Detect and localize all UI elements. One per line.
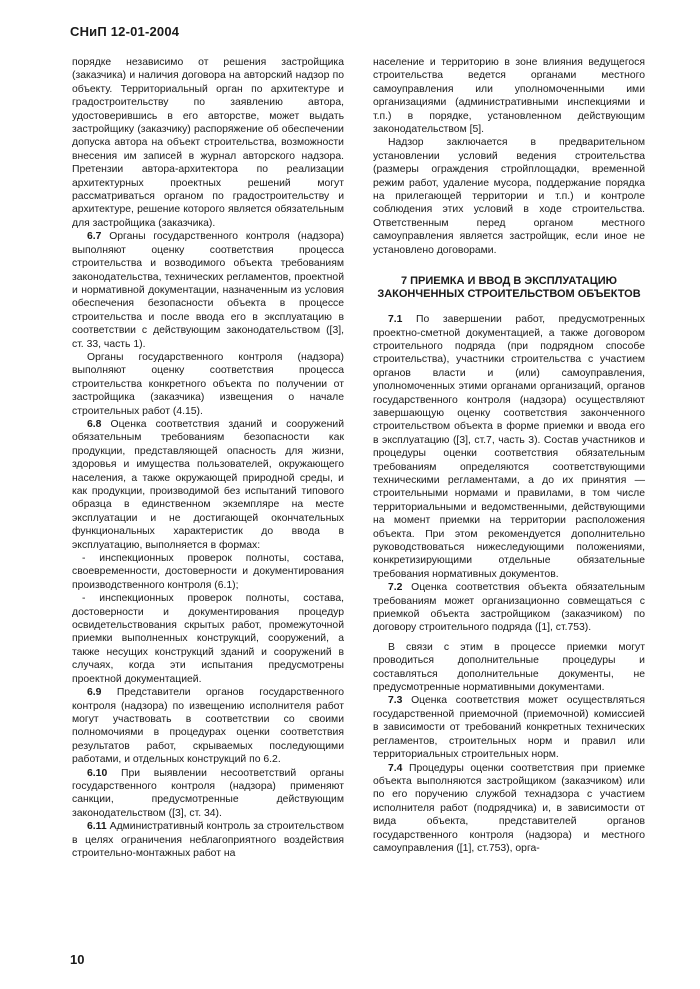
paragraph: Органы государственного контроля (надзора) выполняют оценку соответствия процесса строительства конкретного объекта по получении от застройщика (заказчика) извещения о начале строительных работ (4.15). xyxy=(72,351,344,417)
clause-number: 7.3 xyxy=(388,695,403,707)
paragraph: порядке независимо от решения застройщика (заказчика) и наличия договора на авторский надзор по объекту. Территориальный орган по архитектуре и градостроительству по заявлению автора, удостоверившись в его авторстве, может выдать застройщику (заказчику) распоряжение об обеспечении допуска автора на объект строительства, возможности внесения им записей в журнал авторского надзора. Претензии автора-архитектора по реализации архитектурных проектных решений могут рассматриваться органом по градостроительству и архитектуре, решение которого является обязательным для застройщика (заказчика). xyxy=(72,57,344,229)
paragraph-7-1 xyxy=(373,313,645,581)
clause-number: 6.7 xyxy=(87,231,102,243)
paragraph-text: Оценка соответствия может осуществляться государственной приемочной (приемочной) комиссией в зависимости от требований конкретных технических регламентов, строительных норм и правил или территориальных строительных норм. xyxy=(373,695,645,761)
paragraph-text: Представители органов государственного контроля (надзора) по извещению исполнителя работ могут участвовать в соответствии со своими полномочиями в процедурах оценки соответствия результатов работ, скрываемых последующими работами, и отдельных конструкций по 6.2. xyxy=(72,687,344,766)
page-number: 10 xyxy=(70,952,85,967)
paragraph: Надзор заключается в предварительном установлении условий ведения строительства (размеры ограждения стройплощадки, временной режим работ, удаление мусора, поддержание порядка на прилегающей территории и т.п.) и контроле соблюдения этих условий в ходе строительства. Ответственным перед органом местного самоуправления является застройщик, если иное не установлено договорами. xyxy=(373,137,645,256)
paragraph-text: При выявлении несоответствий органы государственного контроля (надзора) применяют санкции, предусмотренные действующим законодательством ([3], ст. 34). xyxy=(72,767,344,819)
list-item: - инспекционных проверок полноты, состава, достоверности и документирования процедур освидетельствования скрытых работ, промежуточной приемки выполненных конструкций, сооружений, а также несущих конструкций зданий и сооружений в случаях, когда эти испытания предусмотрены проектной документацией. xyxy=(72,593,344,685)
paragraph-6-8 xyxy=(72,418,344,552)
paragraph-7-4 xyxy=(373,762,645,856)
paragraph: население и территорию в зоне влияния ведущегося строительства ведется органами местного самоуправления или уполномоченными ими организациями (административными инспекциями и т.п.) в порядке, установленном действующим законодательством [5]. xyxy=(373,57,645,136)
clause-number: 6.9 xyxy=(87,687,102,699)
clause-number: 7.2 xyxy=(388,582,403,594)
paragraph-text: Оценка соответствия объекта обязательным требованиям может организационно совмещаться с приемкой объекта застройщиком (заказчиком) по договору строительного подряда ([1], ст.753). xyxy=(373,582,645,634)
paragraph-text: Процедуры оценки соответствия при приемке объекта выполняются застройщиком (заказчиком) или по его поручению службой технадзора с участием исполнителя работ (подрядчика) и, в зависимости от вида объекта, представителей органов государственного контроля (надзора) и местного самоуправления ([1], ст.753), орга- xyxy=(373,762,645,854)
clause-number: 6.11 xyxy=(87,821,107,833)
section-heading: 7 ПРИЕМКА И ВВОД В ЭКСПЛУАТАЦИЮ ЗАКОНЧЕННЫХ СТРОИТЕЛЬСТВОМ ОБЪЕКТОВ xyxy=(377,275,641,301)
paragraph: В связи с этим в процессе приемки могут проводиться дополнительные процедуры и составляться дополнительные документы, не предусмотренные нормативными документами. xyxy=(373,641,645,694)
paragraph-text: Административный контроль за строительством в целях ограничения неблагоприятного воздействия строительно-монтажных работ на xyxy=(72,821,344,859)
right-column xyxy=(373,56,645,855)
paragraph-7-3 xyxy=(373,694,645,761)
paragraph-6-9 xyxy=(72,686,344,766)
paragraph-text: Органы государственного контроля (надзора) выполняют оценку соответствия процесса строительства и возводимого объекта требованиям законодательства, технических регламентов, проектной и нормативной документации, назначенным из условия обеспечения безопасности объекта в процессе строительства и после ввода его в эксплуатацию в соответствии с действующим законодательством ([3], ст. 33, часть 1). xyxy=(72,231,344,350)
paragraph-7-2 xyxy=(373,581,645,635)
left-column xyxy=(72,56,344,860)
paragraph-6-11 xyxy=(72,820,344,860)
paragraph-6-7 xyxy=(72,230,344,351)
clause-number: 7.1 xyxy=(388,314,403,326)
clause-number: 6.10 xyxy=(87,767,108,779)
clause-number: 6.8 xyxy=(87,418,102,430)
paragraph-text: По завершении работ, предусмотренных проектно-сметной документацией, а также договором строительного подряда (при подрядном способе строительства), участники строительства с участием органов власти и (или) самоуправления, уполномоченных этими органами организаций, органов государственного контроля (надзора) осуществляют завершающую оценку соответствия законченного строительством объекта в форме приемки и ввода его в эксплуатацию ([3], ст.7, часть 3). Состав участников и процедуры оценки соответствия обязательным требованиям определяются соответствующими техническими регламентами, а до их принятия — строительными нормами и правилами, в том числе территориальными и ведомственными, действующими на момент приемки на территории расположения объекта. При этом рекомендуется дополнительно руководствоваться нижеследующими положениями, конкретизирующими отдельные обязательные требования нормативных документов. xyxy=(373,314,645,580)
list-item: - инспекционных проверок полноты, состава, своевременности, достоверности и документирования производственного контроля (6.1); xyxy=(72,553,344,591)
paragraph-6-10 xyxy=(72,767,344,821)
document-code: СНиП 12-01-2004 xyxy=(70,24,180,39)
paragraph-text: Оценка соответствия зданий и сооружений обязательным требованиям безопасности как продукции, представляющей опасность для жизни, здоровья и имущества пользователей, окружающего населения, а также окружающей природной среды, и как продукции, производимой без испытаний типового образца в единственном экземпляре на месте эксплуатации и не достигающей окончательных функциональных характеристик до ввода в эксплуатацию, выполняется в формах: xyxy=(72,418,344,551)
clause-number: 7.4 xyxy=(388,762,403,774)
